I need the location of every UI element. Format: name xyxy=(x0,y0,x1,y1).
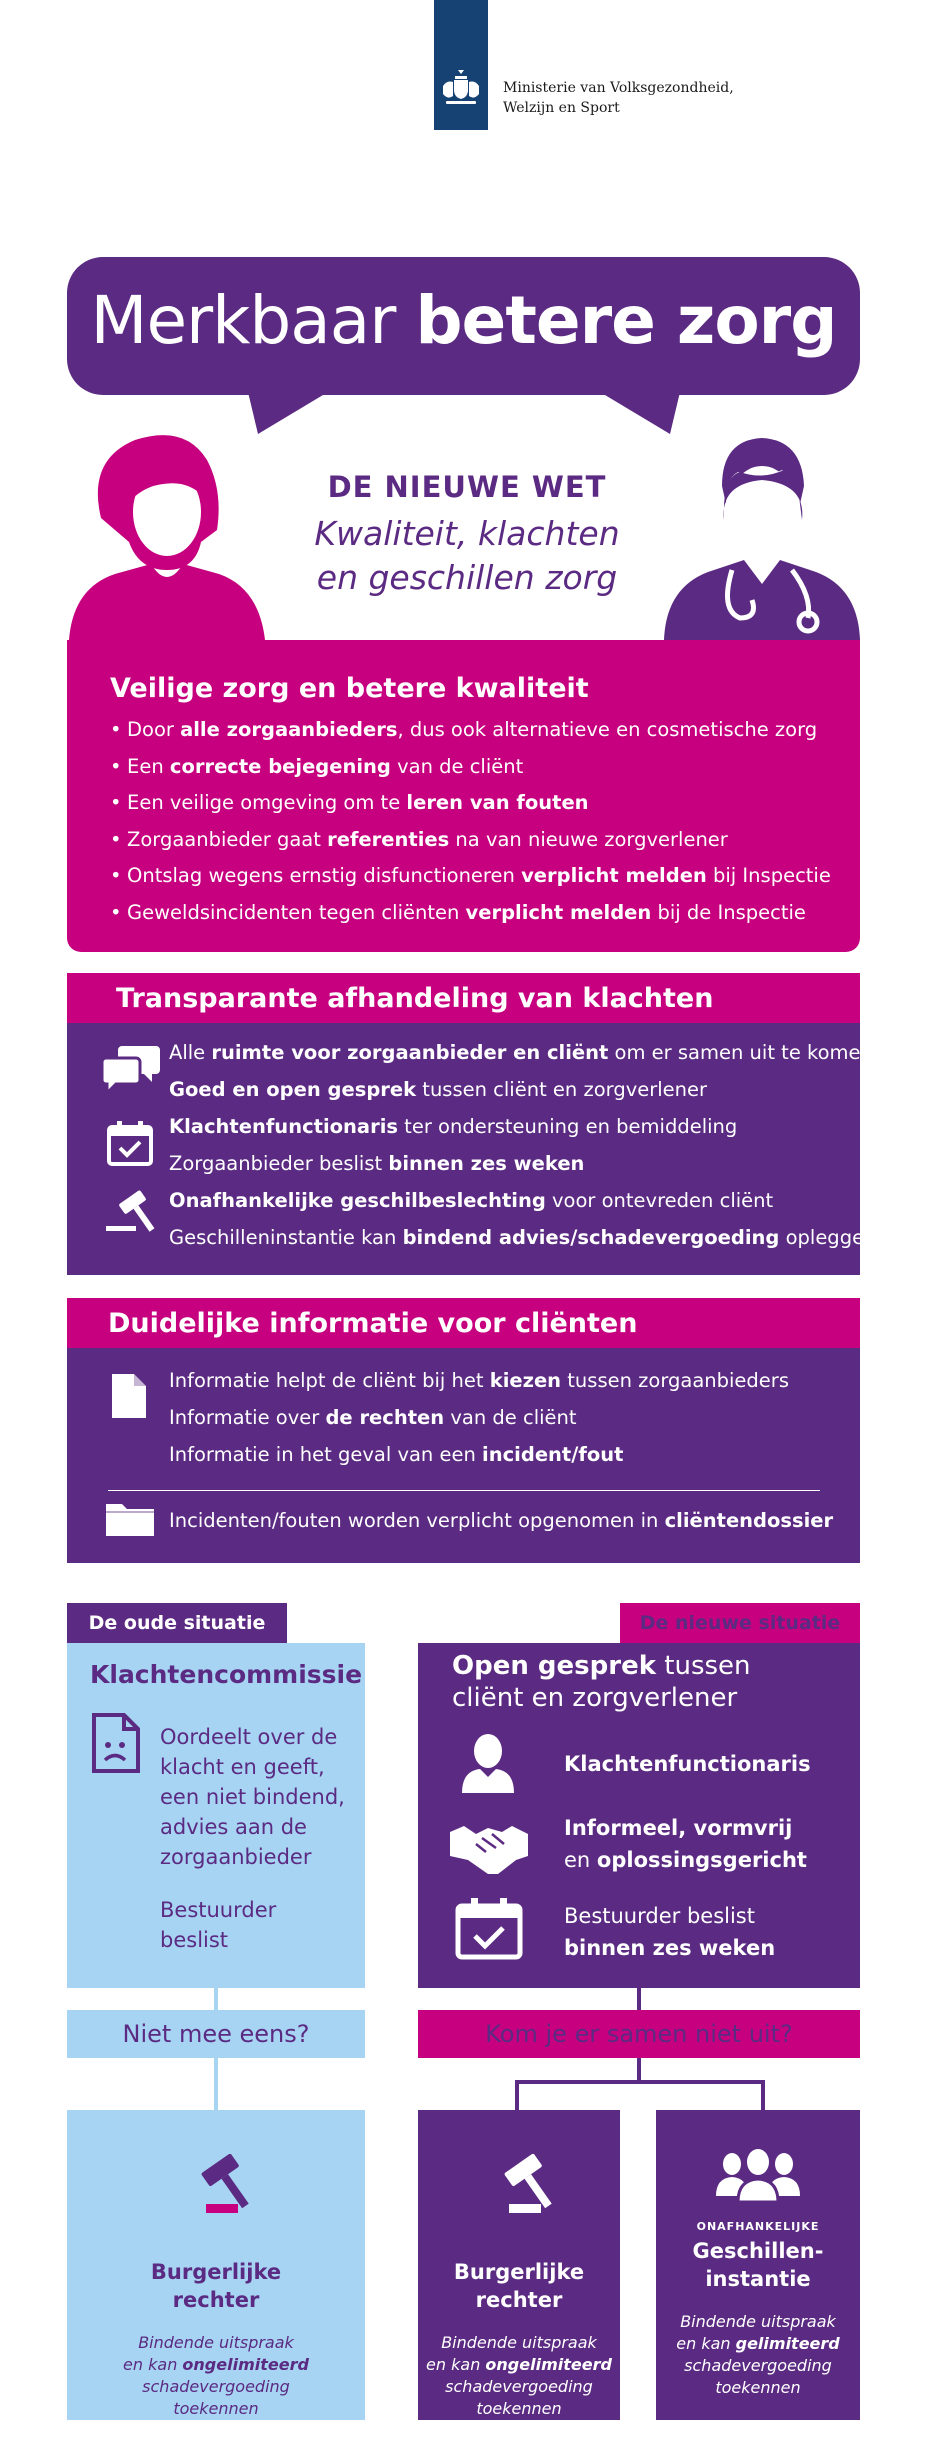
list-item: Informatie in het geval van een incident/fout xyxy=(169,1443,624,1466)
list-item: Informatie helpt de cliënt bij het kiezen tussen zorgaanbieders xyxy=(169,1369,789,1392)
list-item: Klachtenfunctionaris ter ondersteuning en bemiddeling xyxy=(169,1115,738,1138)
dossier-line: Incidenten/fouten worden verplicht opgenomen in cliëntendossier xyxy=(169,1509,834,1532)
connector xyxy=(637,1988,641,2010)
connector xyxy=(214,1988,218,2010)
law-label: DE NIEUWE WET xyxy=(327,470,607,504)
connector xyxy=(761,2080,765,2110)
old-decision: Bestuurder beslist xyxy=(160,1898,277,1952)
calendar-check-icon xyxy=(455,1896,523,1960)
not-agree-bar: Niet mee eens? xyxy=(67,2010,365,2058)
coat-of-arms-icon xyxy=(434,0,488,130)
list-item: Alle ruimte voor zorgaanbieder en cliënt om er samen uit te komen xyxy=(169,1041,873,1064)
list-item: • Zorgaanbieder gaat referenties na van nieuwe zorgverlener xyxy=(110,822,831,859)
complaints-title: Transparante afhandeling van klachten xyxy=(116,983,714,1014)
folder-icon xyxy=(106,1500,154,1536)
law-subtitle: Kwaliteit, klachten en geschillen zorg xyxy=(314,514,620,597)
group-icon xyxy=(712,2146,804,2202)
document-icon xyxy=(112,1374,146,1418)
list-item: Onafhankelijke geschilbeslechting voor ontevreden cliënt xyxy=(169,1189,774,1212)
handshake-icon xyxy=(448,1818,530,1874)
list-item: • Ontslag wegens ernstig disfunctioneren verplicht melden bij Inspectie xyxy=(110,858,831,895)
cant-agree-bar: Kom je er samen niet uit? xyxy=(418,2010,860,2058)
new-item-functionary: Klachtenfunctionaris xyxy=(564,1752,811,1776)
complaints-list xyxy=(169,1034,876,1256)
open-conversation-title: Open gesprek tussen cliënt en zorgverlener xyxy=(452,1651,751,1713)
disputes-body-box: ONAFHANKELIJKE Geschillen- instantie Bindende uitspraak en kan gelimiteerd schadevergoeding toekennen xyxy=(656,2110,860,2420)
connector xyxy=(515,2080,765,2084)
gavel-icon xyxy=(104,1190,156,1232)
complaints-committee-title: Klachtencommissie xyxy=(90,1660,363,1689)
calendar-check-icon xyxy=(106,1120,154,1166)
page-title: Merkbaar betere zorg xyxy=(90,282,837,359)
list-item: Geschilleninstantie kan bindend advies/schadevergoeding opleggen xyxy=(169,1226,877,1249)
ministry-name: Ministerie van Volksgezondheid, Welzijn en Sport xyxy=(503,80,734,116)
independent-label: ONAFHANKELIJKE xyxy=(696,2220,820,2233)
tab-new-situation: De nieuwe situatie xyxy=(620,1603,860,1643)
information-list xyxy=(169,1362,789,1473)
new-item-informal: Informeel, vormvrij en oplossingsgericht xyxy=(564,1816,807,1872)
government-logo xyxy=(434,0,488,130)
gavel-icon xyxy=(483,2154,555,2214)
list-item: Zorgaanbieder beslist binnen zes weken xyxy=(169,1152,585,1175)
connector xyxy=(637,2058,641,2082)
new-item-decision: Bestuurder beslist binnen zes weken xyxy=(564,1904,776,1960)
list-item: • Een veilige omgeving om te leren van fouten xyxy=(110,785,831,822)
gavel-icon xyxy=(180,2154,252,2214)
list-item: Informatie over de rechten van de cliënt xyxy=(169,1406,577,1429)
connector xyxy=(515,2080,519,2110)
civil-court-new-box: Burgerlijke rechter Bindende uitspraak en kan ongelimiteerd schadevergoeding toekennen xyxy=(418,2110,620,2420)
list-item: Goed en open gesprek tussen cliënt en zorgverlener xyxy=(169,1078,708,1101)
quality-title: Veilige zorg en betere kwaliteit xyxy=(110,673,589,704)
information-title: Duidelijke informatie voor cliënten xyxy=(108,1308,638,1339)
divider xyxy=(108,1490,820,1491)
connector xyxy=(214,2058,218,2110)
sad-document-icon xyxy=(92,1713,140,1773)
list-item: • Een correcte bejegening van de cliënt xyxy=(110,749,831,786)
committee-description: Oordeelt over de klacht en geeft, een niet bindend, advies aan de zorgaanbieder xyxy=(160,1725,345,1869)
civil-court-old-box: Burgerlijke rechter Bindende uitspraak en kan ongelimiteerd schadevergoeding toekennen xyxy=(67,2110,365,2420)
quality-list xyxy=(110,712,831,931)
list-item: • Door alle zorgaanbieders, dus ook alternatieve en cosmetische zorg xyxy=(110,712,831,749)
list-item: • Geweldsincidenten tegen cliënten verplicht melden bij de Inspectie xyxy=(110,895,831,932)
tab-old-situation: De oude situatie xyxy=(67,1603,287,1643)
woman-patient-icon xyxy=(67,420,267,640)
person-icon xyxy=(460,1733,516,1793)
chat-bubbles-icon xyxy=(102,1044,160,1094)
